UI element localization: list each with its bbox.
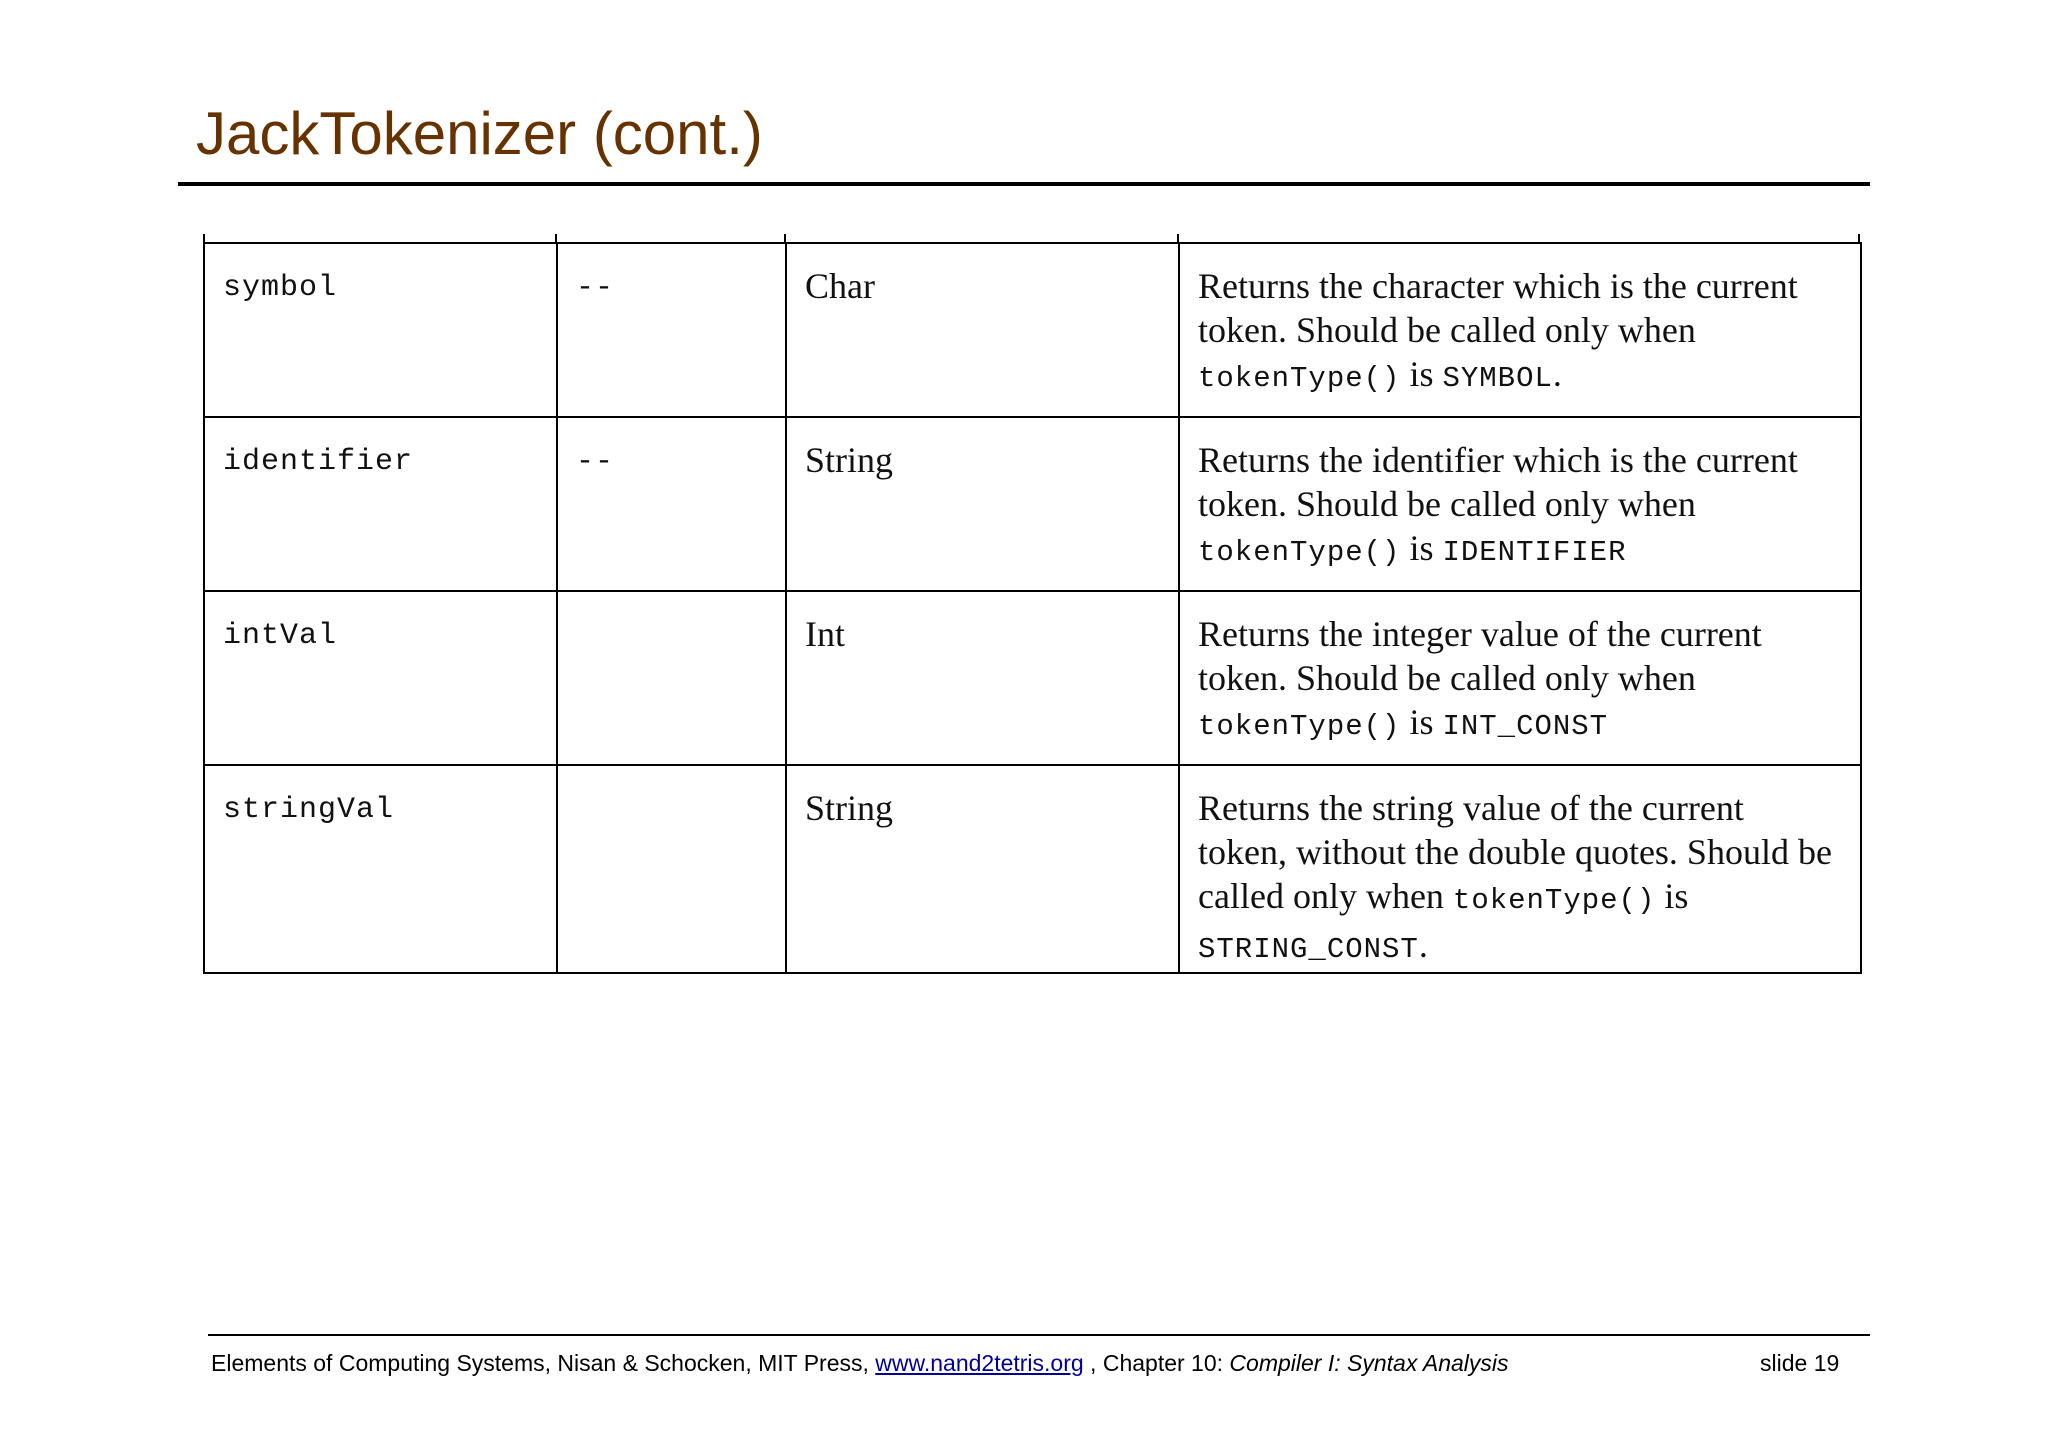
routine-args: -- [557, 243, 786, 417]
routine-description [1179, 417, 1861, 591]
routine-returns: Char [786, 243, 1179, 417]
routine-name: stringVal [204, 765, 557, 973]
table-row [204, 765, 1861, 973]
slide-title: JackTokenizer (cont.) [196, 100, 763, 167]
routine-name: intVal [204, 591, 557, 765]
description-text: Returns the integer value of the current token. Should be called only when [1198, 614, 1762, 698]
description-code: tokenType() [1198, 362, 1401, 395]
description-text: is [1400, 528, 1443, 568]
footer-citation [211, 1350, 1861, 1377]
footer-chapter: Compiler I: Syntax Analysis [1229, 1350, 1509, 1376]
routine-name: identifier [204, 417, 557, 591]
routine-returns: String [786, 765, 1179, 973]
description-constant: IDENTIFIER [1442, 536, 1627, 569]
title-divider [178, 182, 1870, 186]
description-text: is [1400, 354, 1443, 394]
description-text: Returns the string value of the current token, without the double quotes. Should be called only when [1198, 788, 1832, 916]
description-constant: STRING_CONST [1198, 933, 1419, 966]
routine-returns: Int [786, 591, 1179, 765]
table-top-tick [1858, 234, 1860, 244]
table-top-tick [555, 234, 557, 244]
footer-divider [208, 1334, 1870, 1336]
slide-number: slide 19 [1760, 1350, 1840, 1376]
routine-args: -- [557, 417, 786, 591]
description-text: . [1552, 354, 1562, 394]
routine-name: symbol [204, 243, 557, 417]
description-text: . [1418, 925, 1428, 965]
description-text: is [1400, 702, 1443, 742]
table-top-tick [1177, 234, 1179, 244]
description-code: tokenType() [1198, 536, 1401, 569]
routine-description [1179, 591, 1861, 765]
description-code: tokenType() [1452, 884, 1656, 917]
table-top-tick [784, 234, 786, 244]
table-row [204, 243, 1861, 417]
table-top-tick [203, 234, 205, 244]
table-row [204, 417, 1861, 591]
description-text: Returns the identifier which is the current token. Should be called only when [1198, 440, 1798, 524]
api-table-wrapper [203, 242, 1862, 974]
footer-book: Elements of Computing Systems, Nisan & Schocken, MIT Press, [211, 1350, 876, 1376]
footer-separator: , Chapter 10: [1083, 1350, 1230, 1376]
routine-args [557, 591, 786, 765]
routine-description [1179, 765, 1861, 973]
description-constant: INT_CONST [1442, 710, 1609, 743]
footer-link[interactable]: www.nand2tetris.org [875, 1350, 1084, 1376]
routine-returns: String [786, 417, 1179, 591]
routine-args [557, 765, 786, 973]
description-code: tokenType() [1198, 710, 1401, 743]
routine-description [1179, 243, 1861, 417]
description-text: Returns the character which is the current token. Should be called only when [1198, 266, 1798, 350]
api-table [203, 242, 1862, 974]
description-text: is [1655, 876, 1689, 916]
table-row [204, 591, 1861, 765]
description-constant: SYMBOL [1442, 362, 1553, 395]
